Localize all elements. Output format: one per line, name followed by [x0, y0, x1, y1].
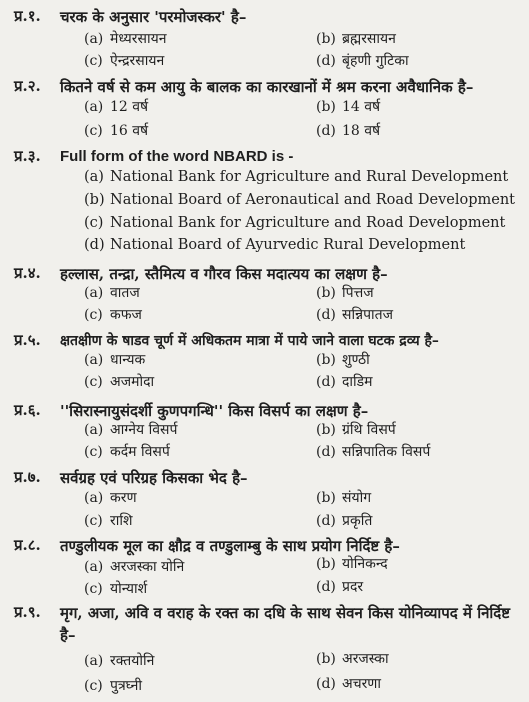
option-a: (a) मेध्यरसायन [84, 31, 167, 47]
option-b: (b) ब्रह्मरसायन [316, 31, 396, 47]
option-c: (c) 16 वर्ष [84, 123, 149, 139]
option-c: (c) योन्यार्श [84, 581, 148, 597]
question-text: मृग, अजा, अवि व वराह के रक्त का दधि के साथ सेवन किस योनिव्यापद में निर्दिष्ट है– [60, 604, 511, 644]
question-text: सर्वग्रह एवं परिग्रह किसका भेद है– [60, 469, 248, 487]
question-number: प्र.८. [14, 536, 41, 554]
question-text: हल्लास, तन्द्रा, स्तैमित्य व गौरव किस मदात्यय का लक्षण है– [60, 265, 388, 283]
option-b: (b) National Board of Aeronautical and Road Development [84, 192, 516, 208]
option-d: (d) National Board of Ayurvedic Rural Development [84, 237, 466, 253]
option-c: (c) National Bank for Agriculture and Road Development [84, 215, 506, 231]
option-b: (b) संयोग [316, 490, 372, 506]
option-b: (b) शुण्ठी [316, 352, 370, 368]
option-c: (c) कफज [84, 307, 142, 323]
option-b: (b) अरजस्का [316, 651, 389, 667]
question-text: क्षतक्षीण के षाडव चूर्ण में अधिकतम मात्रा में पाये जाने वाला घटक द्रव्य है– [60, 333, 439, 349]
option-c: (c) पुत्रघ्नी [84, 678, 142, 694]
option-d: (d) सन्निपातज [316, 307, 394, 323]
option-d: (d) प्रदर [316, 579, 364, 595]
option-d: (d) बृंहणी गुटिका [316, 53, 409, 69]
question-number: प्र.३. [14, 147, 41, 165]
question-text: Full form of the word NBARD is - [60, 148, 294, 165]
option-c: (c) अजमोदा [84, 374, 155, 390]
option-c: (c) ऐन्द्ररसायन [84, 53, 165, 69]
question-number: प्र.४. [14, 264, 41, 282]
option-a: (a) रक्तयोनि [84, 653, 155, 669]
question-number: प्र.९. [14, 603, 41, 621]
option-a: (a) 12 वर्ष [84, 99, 149, 115]
option-d: (d) दाडिम [316, 374, 373, 390]
option-a: (a) National Bank for Agriculture and Rural Development [84, 169, 509, 185]
option-a: (a) आग्नेय विसर्प [84, 422, 178, 438]
question-number: प्र.१. [14, 7, 41, 25]
question-number: प्र.६. [14, 401, 41, 419]
option-c: (c) कर्दम विसर्प [84, 444, 170, 460]
question-number: प्र.२. [14, 77, 41, 95]
question-text: ''सिरास्नायुसंदर्शी कुणपगन्धि'' किस विसर्प का लक्षण है– [60, 402, 369, 420]
option-a: (a) अरजस्का योनि [84, 559, 185, 575]
question-text: कितने वर्ष से कम आयु के बालक का कारखानों में श्रम करना अवैधानिक है– [60, 78, 474, 96]
option-d: (d) सन्निपातिक विसर्प [316, 444, 431, 460]
option-a: (a) धान्यक [84, 352, 146, 368]
option-c: (c) राशि [84, 513, 133, 529]
option-d: (d) 18 वर्ष [316, 123, 381, 139]
option-b: (b) योनिकन्द [316, 556, 388, 572]
option-b: (b) ग्रंथि विसर्प [316, 422, 396, 438]
option-b: (b) 14 वर्ष [316, 99, 381, 115]
question-text: तण्डुलीयक मूल का क्षौद्र व तण्डुलाम्बु के साथ प्रयोग निर्दिष्ट है– [60, 537, 400, 555]
option-a: (a) करण [84, 490, 137, 506]
question-number: प्र.५. [14, 331, 41, 349]
question-text: चरक के अनुसार 'परमोजस्कर' है– [60, 8, 247, 26]
option-d: (d) अचरणा [316, 676, 382, 692]
question-number: प्र.७. [14, 468, 41, 486]
option-a: (a) वातज [84, 285, 140, 301]
option-d: (d) प्रकृति [316, 513, 373, 529]
option-b: (b) पित्तज [316, 285, 374, 301]
